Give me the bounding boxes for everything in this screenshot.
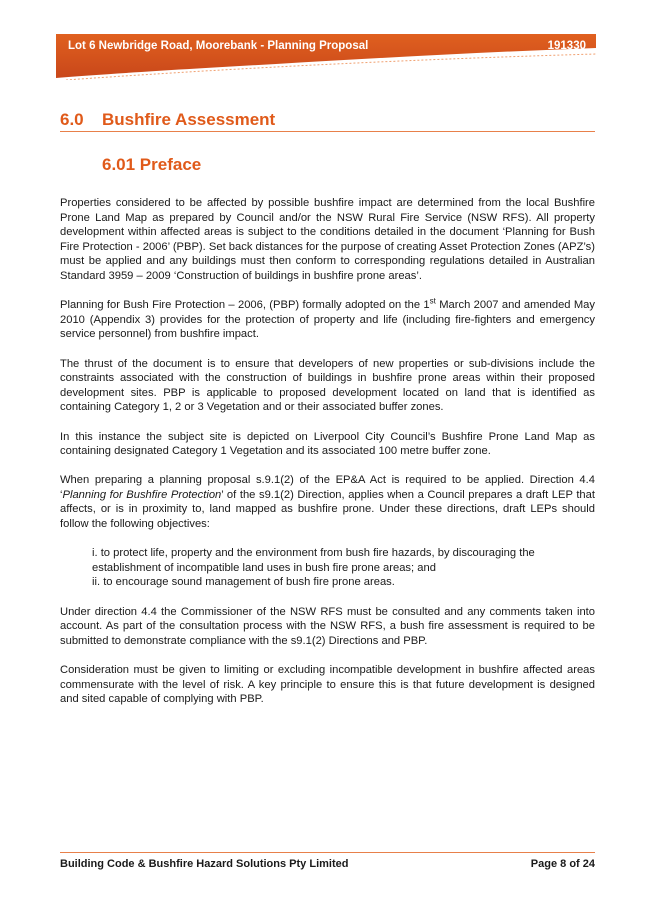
paragraph-5-text-b: ’ of the s9.1(2) Direction, applies when a Council prepares a draft LEP that affects, or is in proximity to, land mapped as bushfire prone. Under these directions, draft LEPs should follow the following objectives: [60, 488, 595, 531]
document-body [60, 196, 595, 721]
paragraph-2-text-b: March 2007 and amended May 2010 (Appendix 3) provides for the protection of property and life (including fire-fighters and emergency service personnel) from bushfire impact. [60, 299, 595, 341]
section-heading-rule [60, 131, 595, 132]
section-number: 6.0 [60, 110, 84, 129]
paragraph-5 [60, 473, 595, 531]
paragraph-7: Consideration must be given to limiting or excluding incompatible development in bushfire affected areas commensurate with the level of risk. A key principle to ensure this is that future development is designed and sited capable of complying with PBP. [60, 664, 595, 706]
header-project-code: 191330 [547, 40, 586, 52]
objective-item-1: i. to protect life, property and the environment from bush fire hazards, by discouraging the establishment of incompatible land uses in bush fire prone areas; and [92, 547, 535, 574]
paragraph-3: The thrust of the document is to ensure that developers of new properties or sub-divisions include the constraints associated with the construction of buildings in bushfire prone areas within their proposed development sites. PBP is applicable to proposed development located on land that is identified as containing Category 1, 2 or 3 Vegetation and or their associated buffer zones. [60, 357, 595, 414]
paragraph-5-text-a: When preparing a planning proposal s.9.1(2) of the EP&A Act is required to be applied. Direction 4.4 ‘ [60, 474, 595, 501]
footer-company: Building Code & Bushfire Hazard Solutions Pty Limited [60, 858, 349, 870]
paragraph-4: In this instance the subject site is depicted on Liverpool City Council’s Bushfire Prone Land Map as containing designated Category 1 Vegetation and its associated 100 metre buffer zone. [60, 430, 595, 458]
footer-rule [60, 852, 595, 853]
page-header-banner [56, 34, 596, 80]
header-title: Lot 6 Newbridge Road, Moorebank - Planning Proposal [68, 40, 369, 52]
ordinal-suffix: st [429, 296, 436, 306]
paragraph-6: Under direction 4.4 the Commissioner of the NSW RFS must be consulted and any comments taken into account. As part of the consultation process with the NSW RFS, a bush fire assessment is required to be submitted to demonstrate compliance with the s9.1(2) Directions and PBP. [60, 605, 595, 647]
objective-item-2: ii. to encourage sound management of bush fire prone areas. [92, 576, 395, 589]
footer-page-number: Page 8 of 24 [530, 858, 595, 870]
paragraph-2-text-a: Planning for Bush Fire Protection – 2006, (PBP) formally adopted on the 1 [60, 299, 430, 312]
objectives-list [60, 546, 595, 590]
paragraph-5-italic: Planning for Bushfire Protection [62, 488, 222, 501]
paragraph-1: Properties considered to be affected by possible bushfire impact are determined from the local Bushfire Prone Land Map as prepared by Council and/or the NSW Rural Fire Service (NSW RFS). All property development within affected areas is subject to the conditions detailed in the document ‘Planning for Bush Fire Protection - 2006’ (PBP). Set back distances for the purpose of creating Asset Protection Zones (APZ’s) must be applied and any buildings must then conform to corresponding regulations detailed in Australian Standard 3959 – 2009 ‘Construction of buildings in bushfire prone areas’. [60, 197, 595, 282]
section-heading [60, 110, 275, 130]
subsection-heading: 6.01 Preface [102, 155, 202, 174]
section-title: Bushfire Assessment [102, 110, 276, 129]
paragraph-2 [60, 298, 595, 342]
